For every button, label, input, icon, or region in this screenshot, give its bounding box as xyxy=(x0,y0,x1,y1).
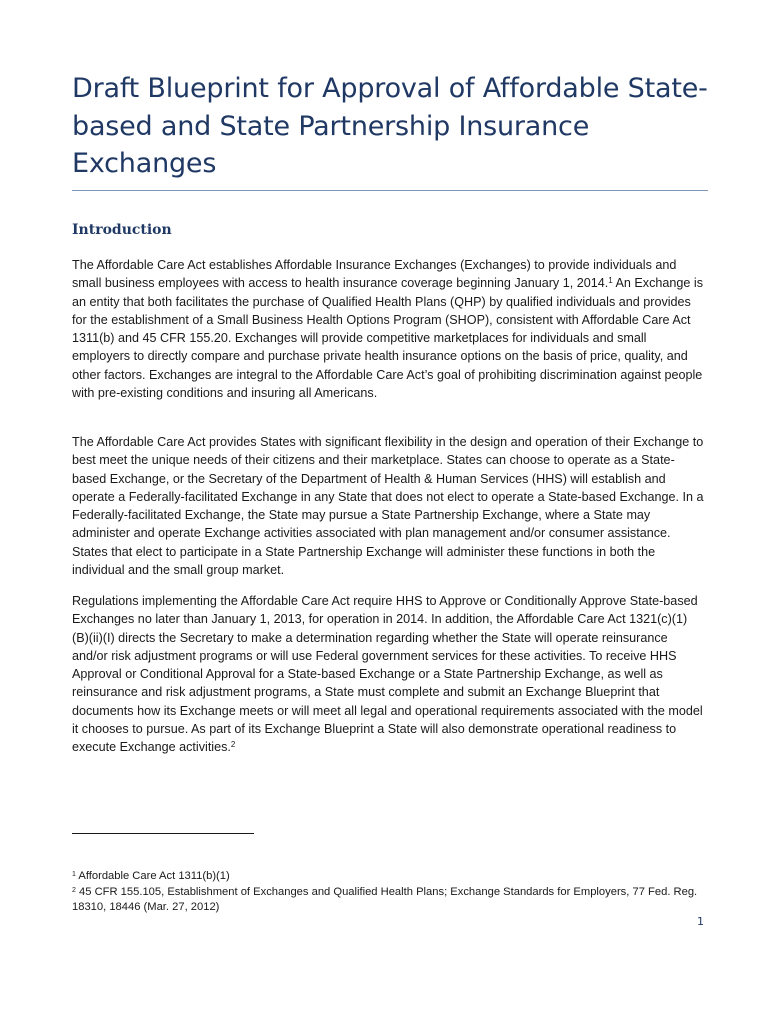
intro-paragraph-2: The Affordable Care Act provides States with significant flexibility in the design and operation of their Exchange to best meet the unique needs of their citizens and their marketplace. States can choose to operate as a State-based Exchange, or the Secretary of the Department of Health & Human Services (HHS) will establish and operate a Federally-facilitated Exchange in any State that does not elect to operate a State-based Exchange. In a Federally-facilitated Exchange, the State may pursue a State Partnership Exchange, where a State may administer and operate Exchange activities associated with plan management and/or consumer assistance. States that elect to participate in a State Partnership Exchange will administer these functions in both the individual and the small group market. xyxy=(72,435,704,578)
document-title: Draft Blueprint for Approval of Affordable State-based and State Partnership Insurance Exchanges xyxy=(72,73,708,179)
footnote-2-text: 45 CFR 155.105, Establishment of Exchanges and Qualified Health Plans; Exchange Standards for Employers, 77 Fed. Reg. 18310, 18446 (Mar. 27, 2012) xyxy=(72,885,698,913)
intro-paragraph-3 xyxy=(72,592,704,757)
footnote-marker-2: 2 xyxy=(72,886,76,894)
footnotes xyxy=(72,869,712,916)
intro-paragraph-1 xyxy=(72,256,704,402)
footnote-marker-1: 1 xyxy=(72,871,76,878)
title-divider xyxy=(72,190,708,191)
paragraph-1-text-part-2: An Exchange is an entity that both facilitates the purchase of Qualified Health Plans (QHP) by qualified individuals and provides for the establishment of a Small Business Health Options Program (SHOP), consistent with Affordable Care Act 1311(b) and 45 CFR 155.20. Exchanges will provide competitive marketplaces for individuals and small employers to directly compare and purchase private health insurance options on the basis of price, quality, and other factors. Exchanges are integral to the Affordable Care Act’s goal of prohibiting discrimination against people with pre-existing conditions and insuring all Americans. xyxy=(72,276,704,401)
footnote-reference-1: 1 xyxy=(608,276,613,286)
page-number: 1 xyxy=(697,915,704,928)
footnote-separator xyxy=(72,833,254,834)
footnote-reference-2: 2 xyxy=(230,740,236,750)
footnote-1 xyxy=(72,869,712,885)
section-heading-introduction: Introduction xyxy=(72,222,172,238)
footnote-1-text: Affordable Care Act 1311(b)(1) xyxy=(75,870,230,882)
footnote-2 xyxy=(72,885,712,916)
paragraph-1-text-part-1: The Affordable Care Act establishes Affordable Insurance Exchanges (Exchanges) to provide individuals and small business employees with access to health insurance coverage beginning January 1, 2014. xyxy=(72,258,677,291)
paragraph-3-text: Regulations implementing the Affordable Care Act require HHS to Approve or Conditionally Approve State-based Exchanges no later than January 1, 2013, for operation in 2014. In addition, the Affordable Care Act 1321(c)(1) (B)(ii)(I) directs the Secretary to make a determination regarding whether the State will operate reinsurance and/or risk adjustment programs or will use Federal government services for these activities. To receive HHS Approval or Conditional Approval for a State-based Exchange or a State Partnership Exchange, as well as reinsurance and risk adjustment programs, a State must complete and submit an Exchange Blueprint that documents how its Exchange meets or will meet all legal and operational requirements associated with the model it chooses to pursue. As part of its Exchange Blueprint a State will also demonstrate operational readiness to execute Exchange activities. xyxy=(72,594,703,755)
